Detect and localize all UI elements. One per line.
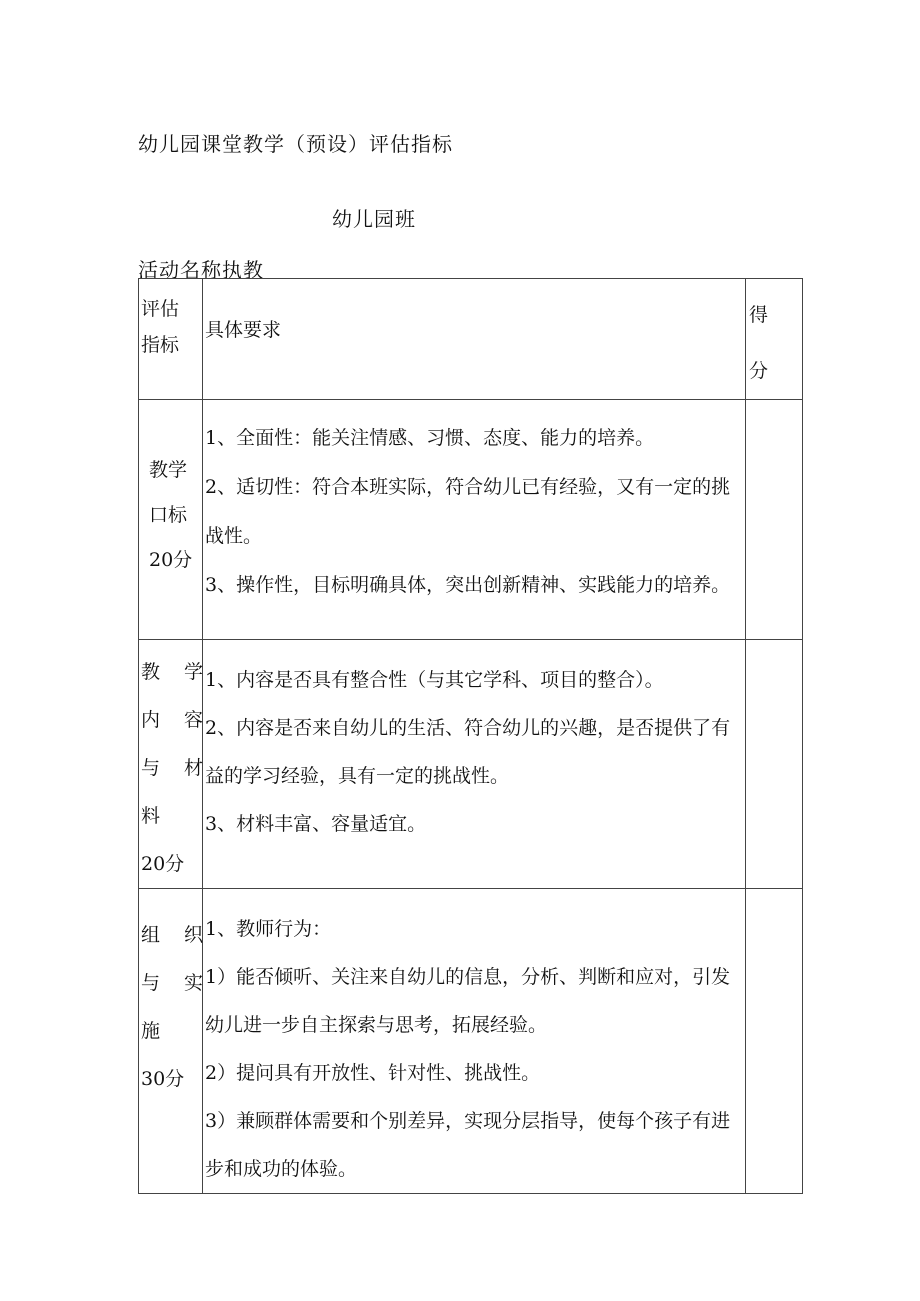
requirement-item: 1、全面性：能关注情感、习惯、态度、能力的培养。 <box>205 427 655 449</box>
category-line: 施 <box>141 1020 161 1042</box>
requirement-item: 1）能否倾听、关注来自幼儿的信息，分析、判断和应对，引发幼儿进一步自主探索与思考，拓展经验。 <box>205 966 731 1036</box>
category-char: 教 <box>141 661 161 683</box>
requirements-cell <box>203 400 746 640</box>
category-char: 内 <box>141 709 161 731</box>
requirement-item: 1、内容是否具有整合性（与其它学科、项目的整合）。 <box>205 669 664 691</box>
document-title: 幼儿园课堂教学（预设）评估指标 <box>138 132 453 156</box>
requirement-item: 3、操作性，目标明确具体，突出创新精神、实践能力的培养。 <box>205 574 731 596</box>
category-char: 与 <box>141 972 161 994</box>
table-row <box>139 640 803 889</box>
header-indicator-line1: 评估 <box>141 298 180 320</box>
category-char: 实 <box>183 972 203 994</box>
requirement-item: 2）提问具有开放性、针对性、挑战性。 <box>205 1062 541 1084</box>
category-char: 织 <box>183 924 203 946</box>
category-line <box>141 911 203 959</box>
category-line: 口标 <box>149 504 188 526</box>
requirement-item: 3）兼顾群体需要和个别差异，实现分层指导，使每个孩子有进步和成功的体验。 <box>205 1110 731 1180</box>
category-char: 材 <box>183 757 203 779</box>
evaluation-table <box>138 278 803 1194</box>
table-row <box>139 400 803 640</box>
requirement-item: 2、内容是否来自幼儿的生活、符合幼儿的兴趣，是否提供了有益的学习经验，具有一定的挑战性。 <box>205 717 731 787</box>
category-char: 与 <box>141 757 161 779</box>
category-cell <box>139 640 203 889</box>
category-line: 20分 <box>149 549 193 571</box>
activity-line: 活动名称执教 <box>138 258 264 282</box>
header-indicator-cell <box>139 279 203 400</box>
requirement-item: 3、材料丰富、容量适宜。 <box>205 813 427 835</box>
category-line <box>141 744 203 792</box>
requirement-item: 1、教师行为： <box>205 918 332 940</box>
header-requirements-cell <box>203 279 746 400</box>
score-cell[interactable] <box>746 640 803 889</box>
category-cell <box>139 400 203 640</box>
category-line: 料 <box>141 805 161 827</box>
table-header-row <box>139 279 803 400</box>
category-char: 组 <box>141 924 161 946</box>
category-line: 30分 <box>141 1068 185 1090</box>
category-line <box>141 648 203 696</box>
header-requirements: 具体要求 <box>205 319 282 341</box>
requirements-cell <box>203 889 746 1194</box>
header-indicator-line2: 指标 <box>141 334 180 356</box>
header-score-line2: 分 <box>749 360 769 382</box>
score-cell[interactable] <box>746 400 803 640</box>
category-char: 容 <box>183 709 203 731</box>
category-cell <box>139 889 203 1194</box>
category-char: 学 <box>183 661 203 683</box>
score-cell[interactable] <box>746 889 803 1194</box>
category-line <box>141 696 203 744</box>
requirement-item: 2、适切性：符合本班实际，符合幼儿已有经验，又有一定的挑战性。 <box>205 476 731 547</box>
document-subtitle: 幼儿园班 <box>332 207 416 231</box>
category-line: 教学 <box>149 459 188 481</box>
table-row <box>139 889 803 1194</box>
category-line: 20分 <box>141 853 185 875</box>
requirements-cell <box>203 640 746 889</box>
category-line <box>141 959 203 1007</box>
header-score-line1: 得 <box>749 304 769 326</box>
header-score-cell <box>746 279 803 400</box>
